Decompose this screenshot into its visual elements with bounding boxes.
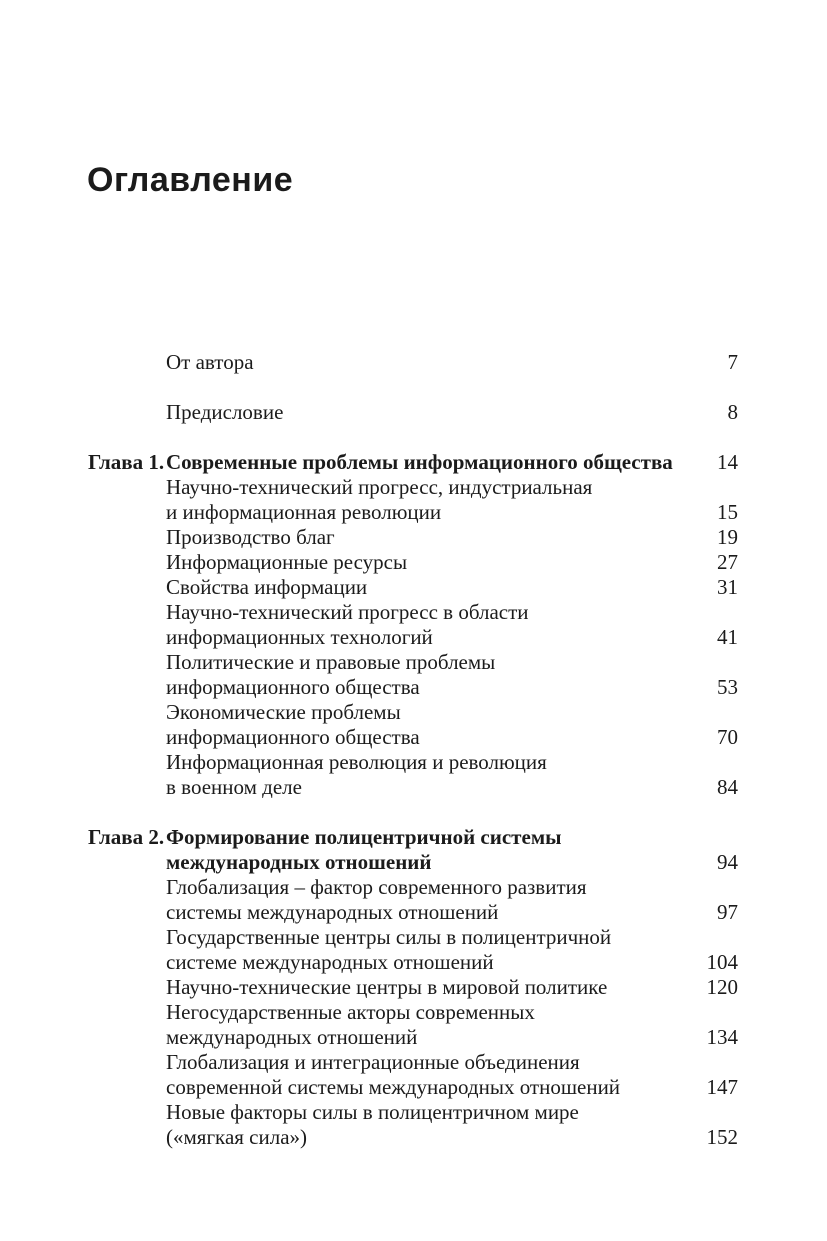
toc-entry-text xyxy=(88,725,420,750)
toc-page-number: 84 xyxy=(717,775,738,799)
front-matter-title: Предисловие xyxy=(166,400,284,424)
toc-entry-row xyxy=(88,700,738,725)
toc-page-number: 104 xyxy=(706,950,738,974)
toc-entry-text: Глобализация – фактор современного развития xyxy=(166,875,587,899)
toc-entry-text xyxy=(88,625,433,650)
chapter-title xyxy=(88,450,673,475)
blank-line-spacer xyxy=(88,425,738,450)
toc-entry-row xyxy=(88,675,738,700)
toc-entry-text xyxy=(88,550,407,575)
toc-entry-row xyxy=(88,500,738,525)
toc-entry-text xyxy=(88,475,592,500)
chapter-title xyxy=(88,850,432,875)
toc-entry-text xyxy=(88,1000,535,1025)
toc-page-number: 27 xyxy=(717,550,738,574)
toc-entry-row xyxy=(88,600,738,625)
toc-entry-text: в военном деле xyxy=(166,775,302,799)
toc-entry-text xyxy=(88,1100,579,1125)
toc-entry-row xyxy=(88,625,738,650)
toc-entry-text xyxy=(88,600,529,625)
toc-entry-text xyxy=(88,650,495,675)
toc-entry-text xyxy=(88,575,367,600)
toc-entry-row xyxy=(88,900,738,925)
toc-entry-text: системе международных отношений xyxy=(166,950,494,974)
toc-entry-text: Информационные ресурсы xyxy=(166,550,408,574)
toc-entry-text xyxy=(88,1125,307,1150)
toc-entry-text: Экономические проблемы xyxy=(166,700,401,724)
toc-entry-row xyxy=(88,1025,738,1050)
toc-entry-text xyxy=(88,525,335,550)
toc-entry-text xyxy=(88,975,607,1000)
toc-entry-text: Производство благ xyxy=(166,525,335,549)
front-matter-title xyxy=(88,400,283,425)
toc-front-matter-row xyxy=(88,400,738,425)
toc-entry-row xyxy=(88,725,738,750)
toc-entry-text: Свойства информации xyxy=(166,575,368,599)
chapter-title xyxy=(88,825,562,850)
toc-entry-text: информационных технологий xyxy=(166,625,433,649)
toc-chapter-heading-row xyxy=(88,825,738,850)
toc-entry-text xyxy=(88,950,494,975)
toc-page-number: 8 xyxy=(727,400,738,424)
toc-page-number: 134 xyxy=(706,1025,738,1049)
toc-entry-text: Глобализация и интеграционные объединения xyxy=(166,1050,580,1074)
toc-entry-text: Негосударственные акторы современных xyxy=(166,1000,535,1024)
toc-entry-row xyxy=(88,775,738,800)
toc-front-matter-row xyxy=(88,350,738,375)
toc-list xyxy=(88,350,738,1150)
toc-entry-row xyxy=(88,550,738,575)
toc-entry-text xyxy=(88,750,547,775)
toc-page-number: 70 xyxy=(717,725,738,749)
toc-entry-row xyxy=(88,650,738,675)
toc-entry-text: Новые факторы силы в полицентричном мире xyxy=(166,1100,579,1124)
chapter-label: Глава 2. xyxy=(88,825,165,849)
chapter-title: Современные проблемы информационного общества xyxy=(166,450,673,474)
toc-entry-text: Политические и правовые проблемы xyxy=(166,650,496,674)
toc-entry-row xyxy=(88,875,738,900)
toc-entry-text: информационного общества xyxy=(166,675,420,699)
toc-entry-text xyxy=(88,500,441,525)
toc-entry-text: Информационная революция и революция xyxy=(166,750,547,774)
toc-entry-text xyxy=(88,1075,620,1100)
toc-entry-row xyxy=(88,1125,738,1150)
toc-entry-row xyxy=(88,525,738,550)
toc-page-number: 97 xyxy=(717,900,738,924)
toc-entry-text: международных отношений xyxy=(166,1025,418,1049)
toc-entry-text: системы международных отношений xyxy=(166,900,499,924)
toc-entry-text: Научно-технические центры в мировой политике xyxy=(166,975,608,999)
toc-entry-text xyxy=(88,675,420,700)
blank-line-spacer xyxy=(88,375,738,400)
toc-entry-row xyxy=(88,925,738,950)
toc-page-number: 94 xyxy=(717,850,738,874)
toc-page-number: 41 xyxy=(717,625,738,649)
toc-entry-text: информационного общества xyxy=(166,725,420,749)
toc-page-number: 53 xyxy=(717,675,738,699)
toc-page-number: 14 xyxy=(717,450,738,474)
chapter-title: Формирование полицентричной системы xyxy=(166,825,562,849)
toc-entry-row xyxy=(88,1050,738,1075)
toc-page-number: 120 xyxy=(706,975,738,999)
toc-entry-row xyxy=(88,575,738,600)
toc-entry-text: и информационная революции xyxy=(166,500,442,524)
toc-page-number: 152 xyxy=(706,1125,738,1149)
toc-entry-row xyxy=(88,475,738,500)
toc-entry-text xyxy=(88,875,587,900)
toc-page-number: 147 xyxy=(706,1075,738,1099)
toc-entry-text xyxy=(88,1050,580,1075)
toc-entry-text xyxy=(88,775,302,800)
toc-entry-text: современной системы международных отношений xyxy=(166,1075,621,1099)
toc-entry-text xyxy=(88,925,611,950)
toc-entry-row xyxy=(88,975,738,1000)
toc-page-number: 7 xyxy=(727,350,738,374)
chapter-title: международных отношений xyxy=(166,850,432,874)
toc-chapter-heading-row xyxy=(88,850,738,875)
toc-entry-row xyxy=(88,750,738,775)
front-matter-title: От автора xyxy=(166,350,254,374)
toc-entry-text: («мягкая сила») xyxy=(166,1125,308,1149)
toc-entry-text xyxy=(88,1025,417,1050)
page-title: Оглавление xyxy=(87,161,294,199)
toc-entry-text xyxy=(88,900,498,925)
toc-entry-text: Государственные центры силы в полицентричной xyxy=(166,925,612,949)
toc-page-number: 15 xyxy=(717,500,738,524)
toc-entry-row xyxy=(88,1100,738,1125)
toc-entry-text: Научно-технический прогресс в области xyxy=(166,600,529,624)
toc-entry-row xyxy=(88,1075,738,1100)
toc-page-number: 31 xyxy=(717,575,738,599)
toc-page-number: 19 xyxy=(717,525,738,549)
toc-chapter-heading-row xyxy=(88,450,738,475)
toc-entry-text xyxy=(88,700,401,725)
blank-line-spacer xyxy=(88,800,738,825)
toc-entry-row xyxy=(88,950,738,975)
front-matter-title xyxy=(88,350,254,375)
toc-entry-row xyxy=(88,1000,738,1025)
chapter-label: Глава 1. xyxy=(88,450,165,474)
toc-entry-text: Научно-технический прогресс, индустриальная xyxy=(166,475,593,499)
